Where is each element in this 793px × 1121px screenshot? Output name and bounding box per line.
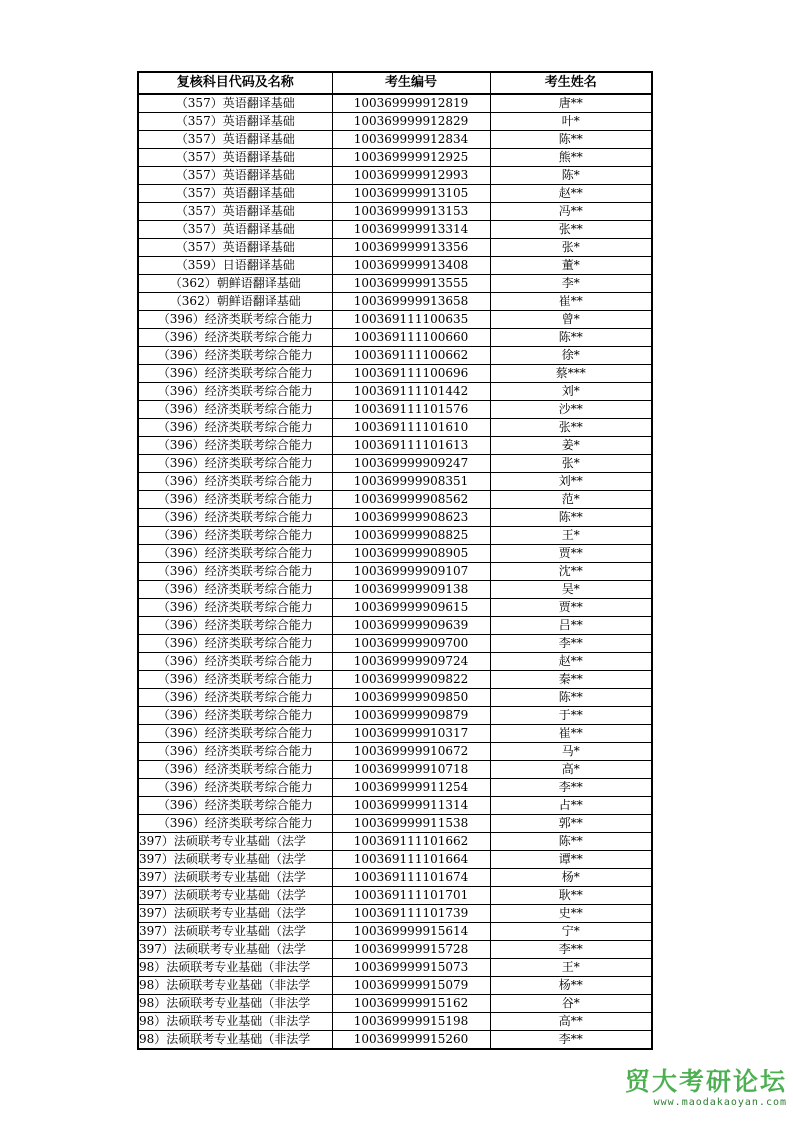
candidate-name-cell: 曾* [490,311,652,329]
candidate-id-cell: 100369111101610 [332,419,490,437]
candidate-id-cell: 100369111101576 [332,401,490,419]
candidate-name-cell: 陈** [490,131,652,149]
candidate-name-cell: 董* [490,257,652,275]
candidate-id-cell: 100369999912834 [332,131,490,149]
candidate-id-cell: 100369999913153 [332,203,490,221]
table-row [138,293,652,311]
table-row [138,473,652,491]
subject-cell: （396）经济类联考综合能力 [138,797,332,815]
table-row [138,617,652,635]
candidate-name-cell: 高** [490,1013,652,1031]
subject-cell: （396）经济类联考综合能力 [138,617,332,635]
subject-cell: 98）法硕联考专业基础（非法学 [138,1031,332,1050]
subject-cell: （396）经济类联考综合能力 [138,653,332,671]
subject-cell: （396）经济类联考综合能力 [138,401,332,419]
candidate-id-cell: 100369111100660 [332,329,490,347]
table-row [138,869,652,887]
candidate-id-cell: 100369999909700 [332,635,490,653]
subject-cell: （357）英语翻译基础 [138,167,332,185]
table-row [138,581,652,599]
candidate-name-cell: 李** [490,1031,652,1050]
candidate-id-cell: 100369999915260 [332,1031,490,1050]
candidate-id-cell: 100369999913314 [332,221,490,239]
candidate-id-cell: 100369999913555 [332,275,490,293]
table-row [138,113,652,131]
candidate-name-cell: 赵** [490,653,652,671]
table-row [138,995,652,1013]
candidate-name-cell: 贾** [490,545,652,563]
subject-cell: （396）经济类联考综合能力 [138,329,332,347]
candidate-id-cell: 100369111101674 [332,869,490,887]
candidate-name-cell: 陈** [490,689,652,707]
candidate-name-cell: 李** [490,779,652,797]
subject-cell: 397）法硕联考专业基础（法学 [138,923,332,941]
watermark-url: www.maodakaoyan.com [653,1097,787,1108]
table-row [138,851,652,869]
table-row [138,887,652,905]
candidate-id-cell: 100369111100696 [332,365,490,383]
subject-cell: （396）经济类联考综合能力 [138,581,332,599]
candidate-id-cell: 100369999908905 [332,545,490,563]
candidate-id-cell: 100369999909822 [332,671,490,689]
table-row [138,779,652,797]
table-row [138,509,652,527]
candidate-id-cell: 100369999910718 [332,761,490,779]
candidate-name-cell: 李** [490,635,652,653]
candidate-id-cell: 100369999909615 [332,599,490,617]
table-row [138,815,652,833]
candidate-id-cell: 100369999910317 [332,725,490,743]
candidate-name-cell: 杨** [490,977,652,995]
candidate-id-cell: 100369999909247 [332,455,490,473]
table-row [138,419,652,437]
subject-cell: （396）经济类联考综合能力 [138,473,332,491]
candidate-name-cell: 郭** [490,815,652,833]
subject-cell: （396）经济类联考综合能力 [138,635,332,653]
subject-cell: （396）经济类联考综合能力 [138,437,332,455]
subject-cell: （396）经济类联考综合能力 [138,725,332,743]
candidate-name-cell: 沙** [490,401,652,419]
subject-cell: 98）法硕联考专业基础（非法学 [138,995,332,1013]
candidate-name-cell: 蔡*** [490,365,652,383]
candidate-name-cell: 张** [490,221,652,239]
table-row [138,833,652,851]
subject-cell: （396）经济类联考综合能力 [138,419,332,437]
subject-cell: （396）经济类联考综合能力 [138,779,332,797]
candidate-name-cell: 吴* [490,581,652,599]
subject-cell: （396）经济类联考综合能力 [138,527,332,545]
candidate-name-cell: 张** [490,419,652,437]
subject-cell: （396）经济类联考综合能力 [138,383,332,401]
subject-cell: （396）经济类联考综合能力 [138,509,332,527]
candidate-id-cell: 100369111100662 [332,347,490,365]
candidate-name-cell: 叶* [490,113,652,131]
subject-cell: （396）经济类联考综合能力 [138,365,332,383]
table-row [138,311,652,329]
table-row [138,239,652,257]
subject-cell: （357）英语翻译基础 [138,113,332,131]
candidate-name-cell: 陈** [490,329,652,347]
candidate-id-cell: 100369999915614 [332,923,490,941]
table-row [138,455,652,473]
candidate-id-cell: 100369999909107 [332,563,490,581]
subject-cell: （396）经济类联考综合能力 [138,311,332,329]
subject-cell: （357）英语翻译基础 [138,94,332,113]
table-row [138,905,652,923]
subject-cell: 397）法硕联考专业基础（法学 [138,905,332,923]
candidate-name-cell: 赵** [490,185,652,203]
candidate-name-cell: 高* [490,761,652,779]
subject-cell: （396）经济类联考综合能力 [138,671,332,689]
table-row [138,923,652,941]
subject-cell: 98）法硕联考专业基础（非法学 [138,977,332,995]
subject-cell: （396）经济类联考综合能力 [138,761,332,779]
table-row [138,563,652,581]
candidate-id-cell: 100369111101701 [332,887,490,905]
candidate-name-cell: 崔** [490,293,652,311]
candidate-name-cell: 刘* [490,383,652,401]
candidate-id-cell: 100369999912925 [332,149,490,167]
table-row [138,347,652,365]
candidate-name-cell: 耿** [490,887,652,905]
table-row [138,635,652,653]
candidate-name-cell: 崔** [490,725,652,743]
subject-cell: （359）日语翻译基础 [138,257,332,275]
table-row [138,797,652,815]
candidate-id-cell: 100369999908623 [332,509,490,527]
candidate-id-cell: 100369999915073 [332,959,490,977]
table-row [138,941,652,959]
table-row [138,221,652,239]
subject-cell: （396）经济类联考综合能力 [138,743,332,761]
candidate-id-cell: 100369999915198 [332,1013,490,1031]
candidate-id-cell: 100369111101739 [332,905,490,923]
table-row [138,491,652,509]
forum-watermark [625,1067,787,1109]
table-row [138,599,652,617]
subject-cell: （396）经济类联考综合能力 [138,347,332,365]
candidate-name-cell: 马* [490,743,652,761]
candidate-id-cell: 100369999913105 [332,185,490,203]
candidate-id-cell: 100369999909850 [332,689,490,707]
candidate-id-cell: 100369999908351 [332,473,490,491]
candidate-id-cell: 100369999909879 [332,707,490,725]
candidate-name-cell: 王* [490,527,652,545]
subject-cell: （362）朝鲜语翻译基础 [138,275,332,293]
candidate-name-cell: 张* [490,239,652,257]
subject-cell: 397）法硕联考专业基础（法学 [138,833,332,851]
subject-cell: 397）法硕联考专业基础（法学 [138,851,332,869]
subject-cell: （396）经济类联考综合能力 [138,545,332,563]
candidate-id-cell: 100369111100635 [332,311,490,329]
candidate-id-cell: 100369999913658 [332,293,490,311]
candidate-name-cell: 史** [490,905,652,923]
candidate-name-cell: 于** [490,707,652,725]
candidate-id-cell: 100369999912993 [332,167,490,185]
table-row [138,365,652,383]
table-row [138,1013,652,1031]
table-row [138,761,652,779]
table-row [138,401,652,419]
subject-cell: （362）朝鲜语翻译基础 [138,293,332,311]
table-row [138,725,652,743]
subject-cell: 397）法硕联考专业基础（法学 [138,941,332,959]
subject-cell: （357）英语翻译基础 [138,149,332,167]
candidate-id-cell: 100369999908825 [332,527,490,545]
candidate-id-cell: 100369999915162 [332,995,490,1013]
table-row [138,94,652,113]
table-row [138,383,652,401]
subject-cell: （396）经济类联考综合能力 [138,707,332,725]
subject-cell: 98）法硕联考专业基础（非法学 [138,959,332,977]
candidate-name-cell: 李** [490,941,652,959]
candidate-name-cell: 陈** [490,833,652,851]
candidate-id-cell: 100369111101664 [332,851,490,869]
table-row [138,707,652,725]
header-subject: 复核科目代码及名称 [138,72,332,94]
table-row [138,437,652,455]
candidate-name-cell: 杨* [490,869,652,887]
candidate-name-cell: 吕** [490,617,652,635]
candidate-id-cell: 100369999912829 [332,113,490,131]
candidate-id-cell: 100369111101662 [332,833,490,851]
table-body [138,94,652,1049]
table-row [138,329,652,347]
candidate-name-cell: 陈** [490,509,652,527]
table-row [138,959,652,977]
subject-cell: 98）法硕联考专业基础（非法学 [138,1013,332,1031]
candidate-name-cell: 占** [490,797,652,815]
candidate-id-cell: 100369999913356 [332,239,490,257]
subject-cell: （396）经济类联考综合能力 [138,689,332,707]
subject-cell: （396）经济类联考综合能力 [138,563,332,581]
candidate-name-cell: 熊** [490,149,652,167]
subject-cell: 397）法硕联考专业基础（法学 [138,869,332,887]
candidate-id-cell: 100369999912819 [332,94,490,113]
candidate-id-cell: 100369999909724 [332,653,490,671]
table-row [138,185,652,203]
subject-cell: （396）经济类联考综合能力 [138,491,332,509]
candidate-name-cell: 谷* [490,995,652,1013]
candidate-id-cell: 100369999910672 [332,743,490,761]
table-row [138,257,652,275]
table-row [138,653,652,671]
table-header-row [138,72,652,94]
subject-cell: （357）英语翻译基础 [138,185,332,203]
table-row [138,275,652,293]
candidate-name-cell: 徐* [490,347,652,365]
candidate-name-cell: 姜* [490,437,652,455]
candidate-id-cell: 100369999911254 [332,779,490,797]
table-row [138,167,652,185]
header-candidate-id: 考生编号 [332,72,490,94]
candidate-name-cell: 张* [490,455,652,473]
candidate-name-cell: 李* [490,275,652,293]
candidate-name-cell: 秦** [490,671,652,689]
table-row [138,977,652,995]
candidate-name-cell: 王* [490,959,652,977]
candidate-name-cell: 宁* [490,923,652,941]
candidate-id-cell: 100369999908562 [332,491,490,509]
subject-cell: （357）英语翻译基础 [138,221,332,239]
candidate-name-cell: 沈** [490,563,652,581]
candidate-name-cell: 刘** [490,473,652,491]
candidate-name-cell: 贾** [490,599,652,617]
candidate-id-cell: 100369999911538 [332,815,490,833]
table-row [138,689,652,707]
candidate-name-cell: 谭** [490,851,652,869]
candidate-id-cell: 100369999911314 [332,797,490,815]
table-row [138,203,652,221]
watermark-title: 贸大考研论坛 [624,1067,787,1096]
candidate-id-cell: 100369999909138 [332,581,490,599]
table-row [138,671,652,689]
candidate-id-cell: 100369999915728 [332,941,490,959]
table-row [138,149,652,167]
candidate-id-cell: 100369999913408 [332,257,490,275]
subject-cell: 397）法硕联考专业基础（法学 [138,887,332,905]
candidate-id-cell: 100369999909639 [332,617,490,635]
table-row [138,743,652,761]
candidate-name-cell: 范* [490,491,652,509]
table-row [138,1031,652,1050]
table-row [138,545,652,563]
table-row [138,527,652,545]
candidate-id-cell: 100369999915079 [332,977,490,995]
subject-cell: （357）英语翻译基础 [138,239,332,257]
subject-cell: （396）经济类联考综合能力 [138,455,332,473]
candidate-name-cell: 冯** [490,203,652,221]
subject-cell: （357）英语翻译基础 [138,203,332,221]
header-candidate-name: 考生姓名 [490,72,652,94]
subject-cell: （357）英语翻译基础 [138,131,332,149]
subject-cell: （396）经济类联考综合能力 [138,815,332,833]
subject-cell: （396）经济类联考综合能力 [138,599,332,617]
table-row [138,131,652,149]
candidate-id-cell: 100369111101613 [332,437,490,455]
review-list-table [137,71,653,1050]
candidate-name-cell: 唐** [490,94,652,113]
candidate-id-cell: 100369111101442 [332,383,490,401]
candidate-name-cell: 陈* [490,167,652,185]
